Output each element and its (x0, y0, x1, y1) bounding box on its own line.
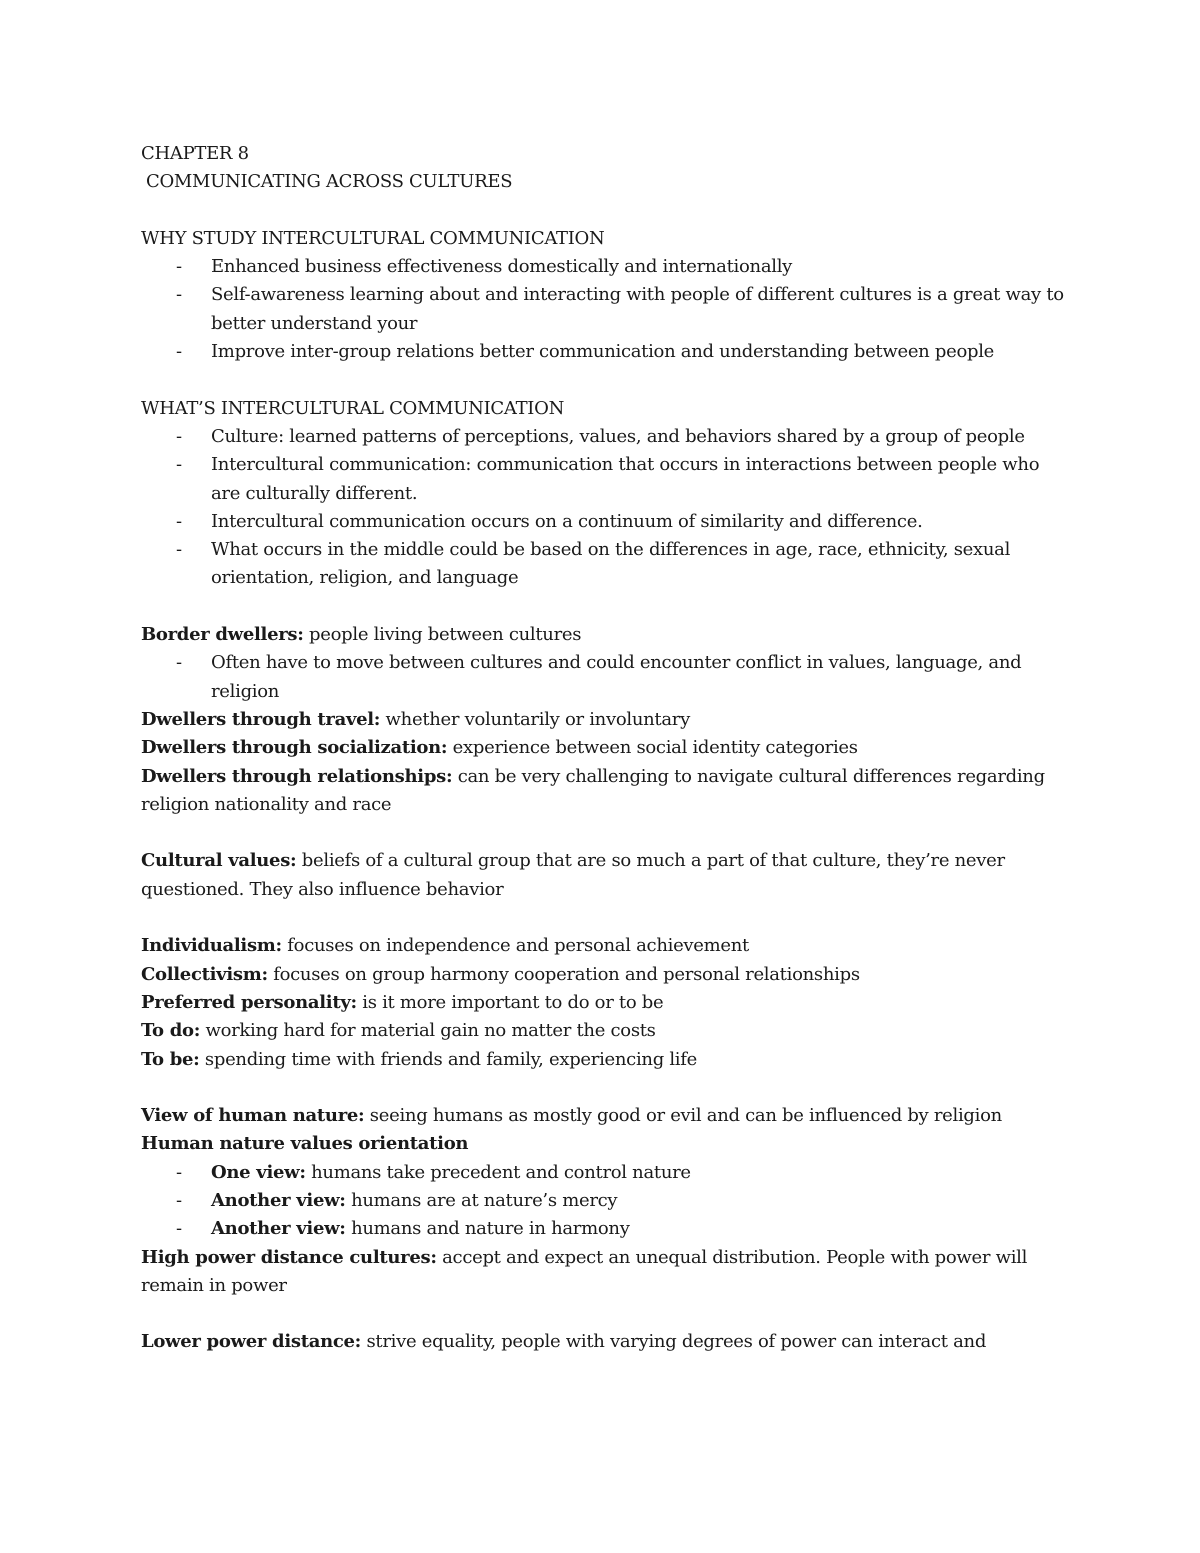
subheading-human-nature-orientation: Human nature values orientation (141, 1133, 469, 1155)
definition: is it more important to do or to be (356, 991, 664, 1013)
document-body (141, 140, 1071, 1357)
chapter-number: CHAPTER 8 (141, 143, 249, 164)
spacer (141, 366, 1071, 394)
list-item: - Intercultural communication occurs on a continuum of similarity and difference. (141, 508, 1071, 536)
definition-individualism (141, 932, 1071, 960)
list-item: - Intercultural communication: communication that occurs in interactions between people who are culturally different. (141, 451, 1071, 508)
spacer (141, 1074, 1071, 1102)
spacer (141, 593, 1071, 621)
definition-socialization (141, 734, 1071, 762)
chapter-title: COMMUNICATING ACROSS CULTURES (146, 171, 513, 193)
definition: focuses on group harmony cooperation and personal relationships (267, 963, 860, 985)
term: Preferred personality: (141, 991, 357, 1013)
definition: whether voluntarily or involuntary (380, 708, 690, 730)
definition-high-power-distance (141, 1244, 1071, 1301)
term: Dwellers through travel: (141, 708, 381, 730)
definition: experience between social identity categories (447, 737, 858, 759)
definition-relationships (141, 763, 1071, 820)
what-bullet-list (141, 423, 1071, 593)
list-item: - Enhanced business effectiveness domestically and internationally (141, 253, 1071, 281)
definition-travel (141, 706, 1071, 734)
term: View of human nature: (141, 1105, 365, 1127)
definition: humans take precedent and control nature (305, 1161, 691, 1183)
definition: can be very challenging to navigate cultural differences regarding religion nationality and race (141, 765, 1045, 815)
list-item (141, 1187, 1071, 1215)
definition-view-of-human-nature (141, 1102, 1071, 1130)
why-bullet-list (141, 253, 1071, 366)
term: One view: (211, 1161, 306, 1183)
term: Dwellers through relationships: (141, 765, 453, 787)
definition: spending time with friends and family, experiencing life (199, 1048, 697, 1070)
definition-border-dwellers (141, 621, 1071, 649)
spacer (141, 197, 1071, 225)
definition-preferred-personality (141, 989, 1071, 1017)
list-item: - Self-awareness learning about and interacting with people of different cultures is a great way to better understand your (141, 281, 1071, 338)
definition-lower-power-distance (141, 1328, 1071, 1356)
term: Collectivism: (141, 963, 268, 985)
orientation-bullet-list (141, 1159, 1071, 1244)
section-heading-why: WHY STUDY INTERCULTURAL COMMUNICATION (141, 227, 605, 249)
spacer (141, 819, 1071, 847)
definition: working hard for material gain no matter the costs (200, 1020, 656, 1042)
list-item: - What occurs in the middle could be based on the differences in age, race, ethnicity, sexual orientation, religion, and language (141, 536, 1071, 593)
definition: seeing humans as mostly good or evil and can be influenced by religion (364, 1105, 1002, 1127)
term: Dwellers through socialization: (141, 737, 448, 759)
term: Lower power distance: (141, 1331, 362, 1353)
list-item (141, 1159, 1071, 1187)
definition: humans and nature in harmony (345, 1218, 630, 1240)
list-item: - Improve inter-group relations better communication and understanding between people (141, 338, 1071, 366)
term: Another view: (211, 1189, 346, 1211)
term: Border dwellers: (141, 624, 304, 646)
definition: focuses on independence and personal achievement (281, 935, 749, 957)
definition: humans are at nature’s mercy (345, 1189, 618, 1211)
term: To be: (141, 1048, 200, 1070)
list-item: - Culture: learned patterns of perceptions, values, and behaviors shared by a group of people (141, 423, 1071, 451)
list-item: - Often have to move between cultures and could encounter conflict in values, language, and religion (141, 649, 1071, 706)
definition-collectivism (141, 961, 1071, 989)
border-bullet-list (141, 649, 1071, 706)
term: Cultural values: (141, 850, 297, 872)
definition: strive equality, people with varying degrees of power can interact and (361, 1331, 987, 1353)
definition-to-do (141, 1017, 1071, 1045)
definition: beliefs of a cultural group that are so much a part of that culture, they’re never questioned. They also influence behavior (141, 850, 1005, 900)
spacer (141, 1300, 1071, 1328)
list-item (141, 1215, 1071, 1243)
term: High power distance cultures: (141, 1246, 437, 1268)
definition: people living between cultures (303, 624, 582, 646)
definition: accept and expect an unequal distribution. People with power will remain in power (141, 1246, 1028, 1296)
spacer (141, 904, 1071, 932)
definition-to-be (141, 1046, 1071, 1074)
section-heading-what: WHAT’S INTERCULTURAL COMMUNICATION (141, 397, 565, 419)
term: Another view: (211, 1218, 346, 1240)
term: Individualism: (141, 935, 282, 957)
term: To do: (141, 1020, 201, 1042)
definition-cultural-values (141, 847, 1071, 904)
